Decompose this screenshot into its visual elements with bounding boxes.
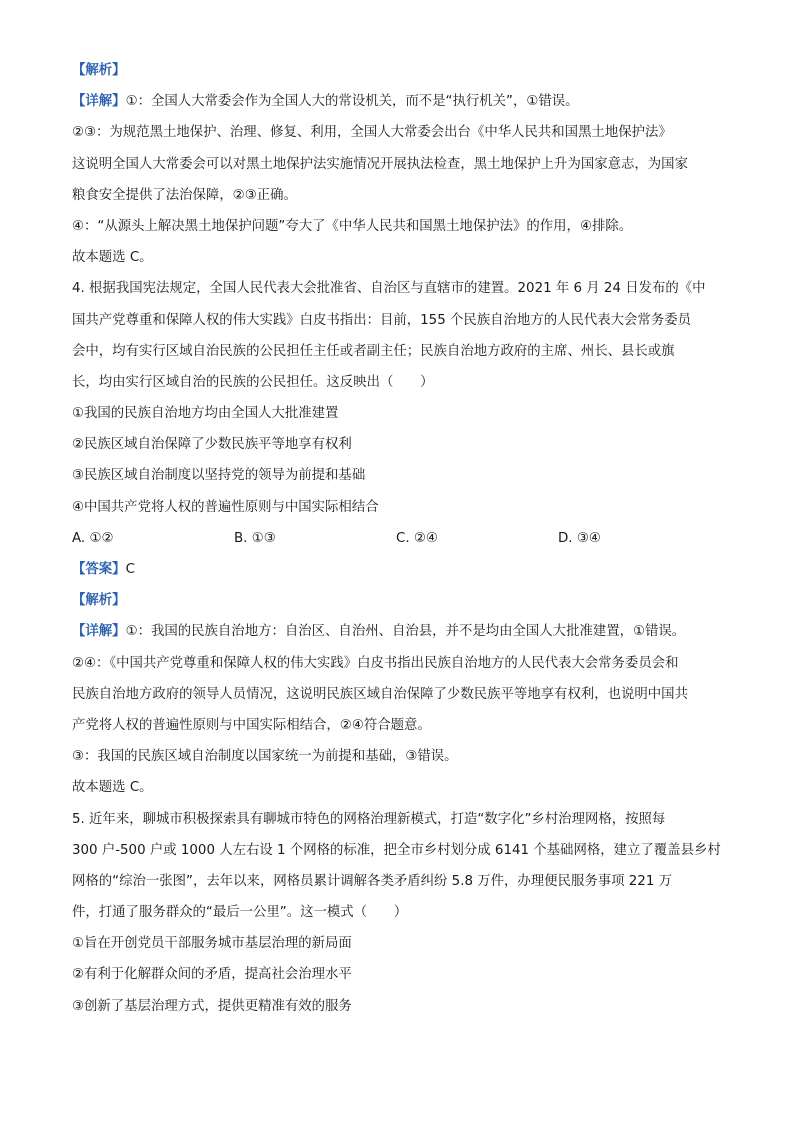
q4-detail-tag: 【详解】 [72,624,126,640]
q4-item-3: ③民族区域自治制度以坚持党的领导为前提和基础 [72,468,366,484]
q5-item-3: ③创新了基层治理方式，提供更精准有效的服务 [72,998,352,1014]
q3-analysis-p3: ④：“从源头上解决黑土地保护问题”夸大了《中华人民共和国黑土地保护法》的作用，④排除。 [72,218,633,234]
q4-analysis-p2-line1: ②④：《中国共产党尊重和保障人权的伟大实践》白皮书指出民族自治地方的人民代表大会常务委员会和 [72,655,679,671]
q4-option-c: C. ②④ [396,530,438,546]
q4-conclusion: 故本题选 C。 [72,780,153,796]
q4-option-d: D. ③④ [558,530,601,546]
q5-stem-line1: 5. 近年来，聊城市积极探索具有聊城市特色的网格治理新模式，打造“数字化”乡村治理网格，按照每 [72,811,666,827]
q4-stem-line4: 长，均由实行区域自治的民族的公民担任。这反映出（ ） [72,374,434,390]
q4-stem-line3: 会中，均有实行区域自治民族的公民担任主任或者副主任；民族自治地方政府的主席、州长、县长或旗 [72,343,675,359]
q4-answer-tag: 【答案】 [72,562,126,577]
q3-analysis-p2-line3: 粮食安全提供了法治保障，②③正确。 [72,187,297,203]
q4-item-2: ②民族区域自治保障了少数民族平等地享有权利 [72,437,352,453]
q4-answer-value: C [125,562,135,577]
document-page [72,62,724,1029]
q4-option-b: B. ①③ [234,530,276,546]
q5-item-1: ①旨在开创党员干部服务城市基层治理的新局面 [72,936,352,952]
q4-detail-text: ①：我国的民族自治地方：自治区、自治州、自治县，并不是均由全国人大批准建置，①错误。 [125,624,686,640]
q3-analysis-p2-line1: ②③：为规范黑土地保护、治理、修复、利用，全国人大常委会出台《中华人民共和国黑土地保护法》 [72,125,672,141]
q4-detail-line [72,623,724,641]
q5-stem-line2: 300 户-500 户或 1000 人左右设 1 个网格的标准，把全市乡村划分成 6141 个基础网格，建立了覆盖县乡村 [72,842,721,858]
q3-conclusion: 故本题选 C。 [72,250,153,266]
q3-analysis-p2-line2: 这说明全国人大常委会可以对黑土地保护法实施情况开展执法检查，黑土地保护上升为国家意志，为国家 [72,156,688,172]
q4-item-1: ①我国的民族自治地方均由全国人大批准建置 [72,406,339,422]
q4-analysis-heading: 【解析】 [72,593,126,609]
q4-option-a: A. ①② [72,530,114,546]
q3-detail-text: ①：全国人大常委会作为全国人大的常设机关，而不是“执行机关”，①错误。 [125,94,579,110]
q4-analysis-p2-line3: 产党将人权的普遍性原则与中国实际相结合，②④符合题意。 [72,717,431,733]
q4-analysis-p2-line2: 民族自治地方政府的领导人员情况，这说明民族区域自治保障了少数民族平等地享有权利，也说明中国共 [72,686,688,702]
q3-detail-tag: 【详解】 [72,94,126,110]
q5-stem-line4: 件，打通了服务群众的“最后一公里”。这一模式（ ） [72,905,408,921]
q4-options [72,530,724,548]
q3-analysis-heading: 【解析】 [72,63,126,78]
q4-stem-line2: 国共产党尊重和保障人权的伟大实践》白皮书指出：目前，155 个民族自治地方的人民代表大会常务委员 [72,312,691,328]
q3-detail-line [72,93,724,111]
q4-stem-line1: 4. 根据我国宪法规定，全国人民代表大会批准省、自治区与直辖市的建置。2021 年 6 月 24 日发布的《中 [72,281,706,297]
q4-analysis-p3: ③：我国的民族区域自治制度以国家统一为前提和基础，③错误。 [72,749,458,765]
q4-item-4: ④中国共产党将人权的普遍性原则与中国实际相结合 [72,499,379,515]
q4-answer-line [72,561,724,579]
q5-stem-line3: 网格的“综治一张图”，去年以来，网格员累计调解各类矛盾纠纷 5.8 万件，办理便民服务事项 221 万 [72,873,672,889]
q5-item-2: ②有利于化解群众间的矛盾，提高社会治理水平 [72,967,352,983]
